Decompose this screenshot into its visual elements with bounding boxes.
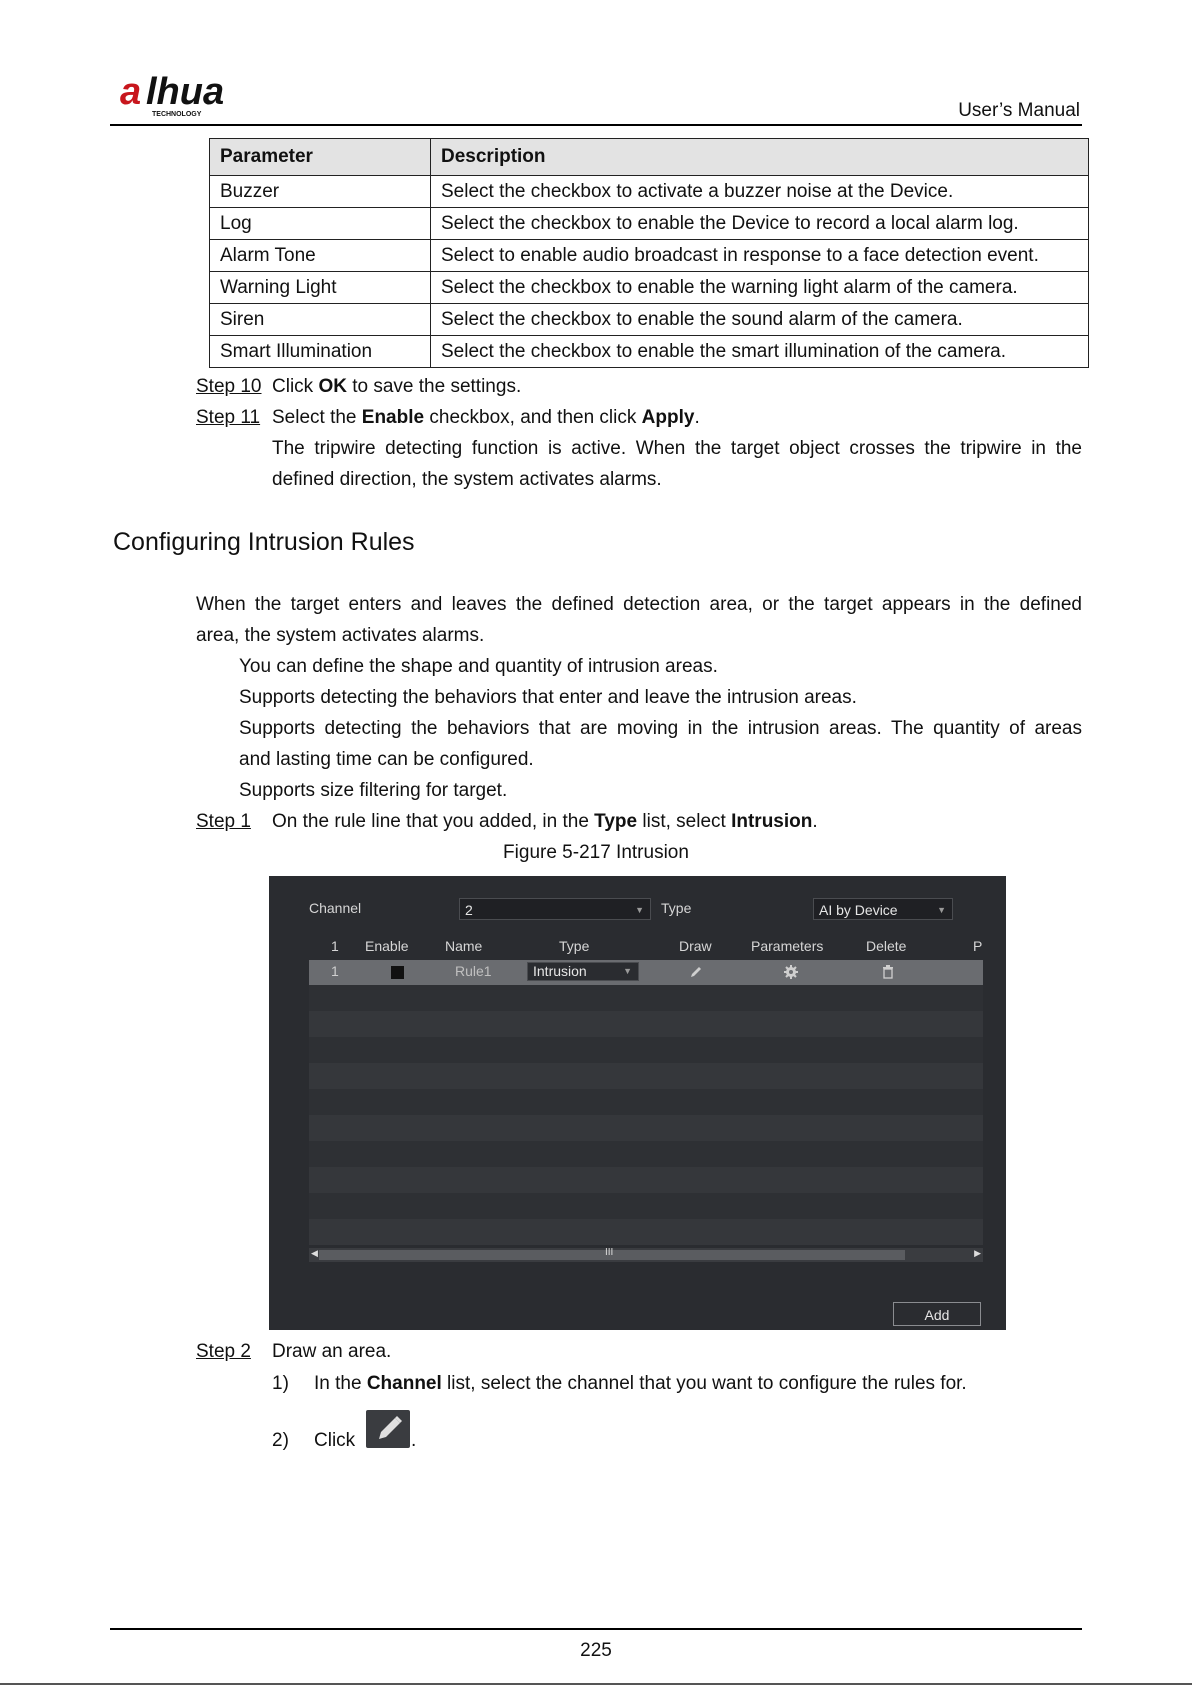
type-value: AI by Device [819, 902, 898, 918]
empty-row [309, 1193, 983, 1219]
step-text: list, select [637, 811, 732, 832]
rule-type-select[interactable] [527, 962, 639, 981]
col-type: Type [559, 938, 590, 954]
step-text: checkbox, and then click [424, 407, 642, 428]
bold-term: OK [318, 376, 347, 397]
svg-text:TECHNOLOGY: TECHNOLOGY [152, 111, 202, 118]
row-index: 1 [331, 963, 339, 979]
svg-text:a: a [120, 72, 142, 113]
result-text-line: defined direction, the system activates alarms. [272, 469, 662, 490]
add-button[interactable]: Add [893, 1302, 981, 1326]
draw-pencil-icon[interactable] [689, 965, 703, 982]
table-row [210, 304, 1089, 336]
footer-rule [110, 1628, 1082, 1630]
type-select[interactable] [813, 898, 953, 920]
col-index: 1 [331, 938, 339, 954]
step-text: On the rule line that you added, in the [272, 811, 595, 832]
step-text: Click [272, 376, 319, 397]
bullet-item: and lasting time can be configured. [239, 749, 534, 770]
table-row [210, 272, 1089, 304]
scroll-grip: III [605, 1247, 614, 1258]
rule-name: Rule1 [455, 963, 492, 979]
svg-text:lhua: lhua [146, 72, 225, 113]
param-name: Log [210, 208, 431, 240]
intro-line: area, the system activates alarms. [196, 625, 485, 646]
step-text: Click [314, 1430, 356, 1451]
step-10 [196, 376, 521, 398]
table-row [210, 176, 1089, 208]
bullet-item: Supports size filtering for target. [239, 780, 508, 801]
trash-icon[interactable] [882, 964, 894, 982]
col-draw: Draw [679, 938, 712, 954]
bold-term: Type [594, 811, 638, 832]
channel-select[interactable] [459, 898, 651, 920]
param-name: Smart Illumination [210, 336, 431, 368]
empty-row [309, 985, 983, 1011]
step-label: Step 1 [196, 811, 251, 832]
step-text: . [411, 1430, 417, 1451]
channel-label: Channel [309, 900, 362, 916]
empty-row [309, 1037, 983, 1063]
grid-header [309, 934, 983, 961]
horizontal-scrollbar[interactable] [309, 1248, 983, 1262]
param-name: Buzzer [210, 176, 431, 208]
step-text: list, select the channel that you want to configure the rules for. [441, 1373, 967, 1394]
intro-line: When the target enters and leaves the defined detection area, or the target appears in the defined [196, 594, 1082, 615]
bullet-item: Supports detecting the behaviors that enter and leave the intrusion areas. [239, 687, 857, 708]
empty-row [309, 1219, 983, 1245]
dahua-logo [120, 72, 260, 122]
rule-row[interactable] [309, 960, 983, 985]
bold-term: Enable [361, 407, 425, 428]
step-text: . [812, 811, 818, 832]
step-label: Step 2 [196, 1341, 251, 1362]
col-name: Name [445, 938, 483, 954]
scroll-thumb[interactable] [319, 1247, 905, 1260]
bullet-item: Supports detecting the behaviors that are moving in the intrusion areas. The quantity of areas [239, 718, 1082, 739]
bold-term: Apply [641, 407, 695, 428]
empty-row [309, 1063, 983, 1089]
param-desc: Select the checkbox to enable the smart illumination of the camera. [431, 336, 1089, 368]
bullet-item: You can define the shape and quantity of intrusion areas. [239, 656, 718, 677]
col-parameters: Parameters [751, 938, 824, 954]
param-name: Siren [210, 304, 431, 336]
param-desc: Select the checkbox to enable the warning light alarm of the camera. [431, 272, 1089, 304]
intrusion-config-screenshot [269, 876, 1006, 1330]
table-row [210, 336, 1089, 368]
bold-term: Intrusion [731, 811, 813, 832]
bold-term: Channel [366, 1373, 442, 1394]
param-desc: Select the checkbox to enable the sound alarm of the camera. [431, 304, 1089, 336]
scroll-right-icon[interactable]: ▶ [974, 1248, 981, 1258]
empty-row [309, 1011, 983, 1037]
step-label: Step 10 [196, 376, 262, 397]
enable-checkbox[interactable] [391, 966, 404, 979]
table-row [210, 240, 1089, 272]
chevron-down-icon: ▼ [623, 966, 632, 976]
step-11 [196, 407, 700, 429]
param-desc: Select the checkbox to activate a buzzer noise at the Device. [431, 176, 1089, 208]
step-text: to save the settings. [346, 376, 522, 397]
param-name: Warning Light [210, 272, 431, 304]
empty-row [309, 1115, 983, 1141]
table-row [210, 208, 1089, 240]
table-header: Parameter [210, 139, 431, 176]
param-name: Alarm Tone [210, 240, 431, 272]
manual-label: User’s Manual [958, 100, 1080, 121]
substep-number: 1) [272, 1373, 289, 1394]
figure-caption: Figure 5-217 Intrusion [503, 842, 689, 863]
step-text: . [694, 407, 700, 428]
step-text: Select the [272, 407, 362, 428]
step-label: Step 11 [196, 407, 261, 428]
empty-row [309, 1141, 983, 1167]
rules-grid [309, 934, 983, 1264]
step-1 [196, 811, 818, 833]
step-2 [196, 1341, 391, 1363]
chevron-down-icon: ▼ [937, 905, 946, 915]
empty-row [309, 1089, 983, 1115]
table-header: Description [431, 139, 1089, 176]
header-rule [110, 124, 1082, 126]
table-header-row [210, 139, 1089, 176]
param-desc: Select the checkbox to enable the Device to record a local alarm log. [431, 208, 1089, 240]
empty-row [309, 1167, 983, 1193]
col-overflow: P [973, 938, 983, 954]
step-text: In the [314, 1373, 367, 1394]
gear-icon[interactable] [783, 964, 799, 983]
rule-type-value: Intrusion [533, 963, 587, 979]
substep-number: 2) [272, 1430, 289, 1451]
type-label: Type [661, 900, 692, 916]
chevron-down-icon: ▼ [635, 905, 644, 915]
draw-pencil-icon [366, 1410, 410, 1448]
channel-value: 2 [465, 902, 473, 918]
col-delete: Delete [866, 938, 907, 954]
parameter-table [209, 138, 1089, 368]
page-number: 225 [580, 1640, 612, 1661]
substep-1 [272, 1373, 967, 1395]
step-text: Draw an area. [272, 1341, 392, 1362]
substep-2 [272, 1430, 355, 1452]
col-enable: Enable [365, 938, 409, 954]
result-text-line: The tripwire detecting function is active. When the target object crosses the tripwire in the [272, 438, 1082, 459]
param-desc: Select to enable audio broadcast in response to a face detection event. [431, 240, 1089, 272]
section-title: Configuring Intrusion Rules [113, 528, 415, 556]
scroll-left-icon[interactable]: ◀ [311, 1248, 318, 1258]
